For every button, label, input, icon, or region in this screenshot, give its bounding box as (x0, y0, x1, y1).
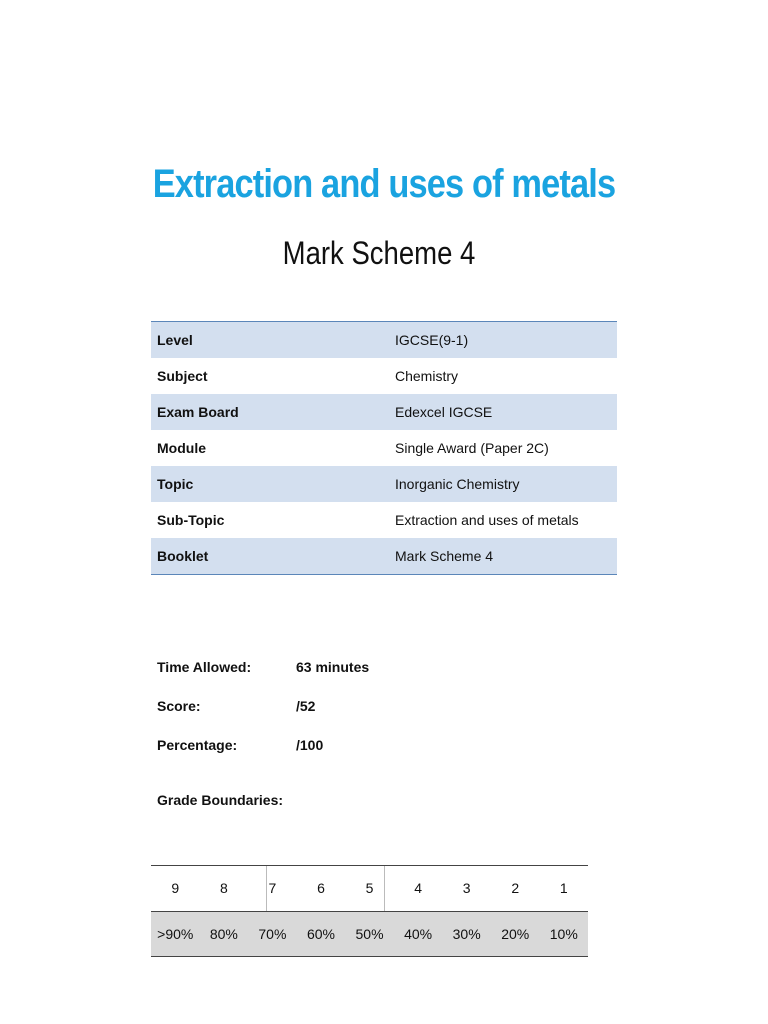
module-value: Single Award (Paper 2C) (395, 440, 549, 456)
percentage-value: /100 (296, 737, 324, 753)
grade-boundaries-label: Grade Boundaries: (157, 792, 284, 808)
grade-cell: 7 (268, 880, 277, 896)
grade-cell: 9 (171, 880, 180, 896)
score-row (157, 698, 316, 714)
percent-cell: 20% (501, 926, 530, 942)
percent-cell: 30% (452, 926, 481, 942)
topic-label: Topic (151, 466, 389, 502)
topic-value: Inorganic Chemistry (389, 466, 617, 502)
grade-boundaries-table (151, 865, 588, 956)
module-label: Module (157, 440, 206, 456)
percent-cell: 50% (355, 926, 384, 942)
table-row (151, 394, 617, 430)
grade-cell: 4 (414, 880, 422, 896)
time-allowed-value: 63 minutes (296, 659, 370, 675)
score-label: Score: (157, 698, 201, 714)
score-value: /52 (296, 698, 316, 714)
exam-board-value: Edexcel IGCSE (389, 394, 617, 430)
table-row (151, 538, 617, 575)
table-row (151, 322, 617, 359)
percent-row (151, 911, 588, 957)
table-row (151, 466, 617, 502)
level-label: Level (151, 322, 389, 359)
sub-topic-label: Sub-Topic (157, 512, 225, 528)
subject-value: Chemistry (395, 368, 459, 384)
percent-cell: 40% (404, 926, 433, 942)
grade-cell: 2 (511, 880, 520, 896)
info-table (151, 321, 617, 575)
exam-board-label: Exam Board (151, 394, 389, 430)
sub-topic-value: Extraction and uses of metals (395, 512, 579, 528)
percentage-row (157, 737, 324, 753)
grade-cell: 5 (365, 880, 374, 896)
percent-cell: 70% (258, 926, 287, 942)
grade-cell: 1 (559, 880, 568, 896)
grade-row (151, 866, 588, 910)
booklet-value: Mark Scheme 4 (389, 538, 617, 575)
document-title: Extraction and uses of metals (152, 162, 616, 206)
percent-cell: >90% (157, 926, 194, 942)
percentage-label: Percentage: (157, 737, 238, 753)
grade-cell: 6 (317, 880, 325, 896)
time-allowed-row (157, 659, 370, 675)
subject-label: Subject (157, 368, 208, 384)
table-row (151, 502, 617, 538)
grade-cell: 3 (462, 880, 471, 896)
percent-cell: 10% (549, 926, 578, 942)
table-row (151, 358, 617, 394)
percent-cell: 60% (306, 926, 335, 942)
grade-cell: 8 (219, 880, 228, 896)
document-subtitle: Mark Scheme 4 (282, 235, 476, 271)
time-allowed-label: Time Allowed: (157, 659, 252, 675)
level-value: IGCSE(9-1) (389, 322, 617, 359)
percent-cell: 80% (209, 926, 238, 942)
table-row (151, 430, 617, 466)
booklet-label: Booklet (151, 538, 389, 575)
